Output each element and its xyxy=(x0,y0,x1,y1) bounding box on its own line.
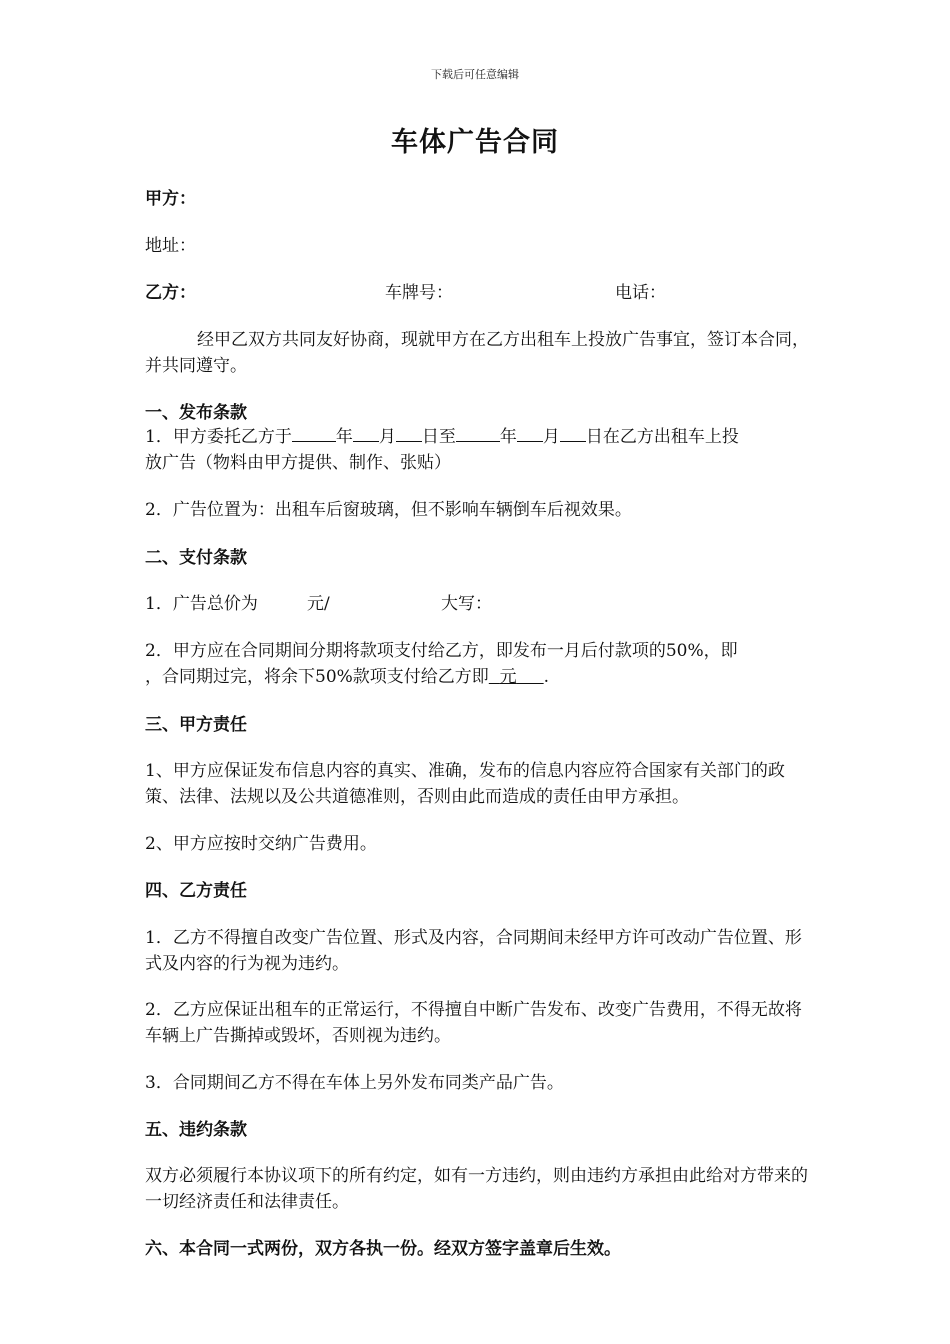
section-4-item-2: 2．乙方应保证出租车的正常运行，不得擅自中断广告发布、改变广告费用，不得无故将车辆上广告撕掉或毁坏，否则视为违约。 xyxy=(145,1000,802,1046)
phone-label: 电话： xyxy=(615,283,666,303)
page-title: 车体广告合同 xyxy=(391,127,559,158)
party-b-label: 乙方： xyxy=(145,283,196,303)
plate-label: 车牌号： xyxy=(385,283,453,303)
section-5-heading: 五、违约条款 xyxy=(145,1120,247,1140)
header-note: 下载后可任意编辑 xyxy=(431,68,519,81)
section-2-item-2-line-1: 2．甲方应在合同期间分期将款项支付给乙方，即发布一月后付款项的50%，即 xyxy=(145,641,738,661)
party-a-label: 甲方： xyxy=(145,189,196,209)
section-3-item-2: 2、甲方应按时交纳广告费用。 xyxy=(145,834,377,854)
intro-paragraph: 经甲乙双方共同友好协商，现就甲方在乙方出租车上投放广告事宜，签订本合同，并共同遵守。 xyxy=(145,330,809,376)
section-2-item-1: 1．广告总价为 元/ 大写： xyxy=(145,594,492,614)
section-1-item-1-line-2: 放广告（物料由甲方提供、制作、张贴） xyxy=(145,453,451,473)
section-2-heading: 二、支付条款 xyxy=(145,548,247,568)
section-3-item-1: 1、甲方应保证发布信息内容的真实、准确，发布的信息内容应符合国家有关部门的政策、法律、法规以及公共道德准则，否则由此而造成的责任由甲方承担。 xyxy=(145,761,785,807)
address-label: 地址： xyxy=(145,236,196,256)
section-6-heading: 六、本合同一式两份，双方各执一份。经双方签字盖章后生效。 xyxy=(145,1239,621,1259)
section-5-item-1: 双方必须履行本协议项下的所有约定，如有一方违约，则由违约方承担由此给对方带来的一切经济责任和法律责任。 xyxy=(145,1166,808,1212)
section-4-item-3: 3．合同期间乙方不得在车体上另外发布同类产品广告。 xyxy=(145,1073,564,1093)
party-b-row xyxy=(145,280,810,306)
section-2-item-2-line-2: ，合同期过完，将余下50%款项支付给乙方即 元 . xyxy=(145,667,550,687)
section-1-heading: 一、发布条款 xyxy=(145,403,247,423)
section-1-item-1: 1．甲方委托乙方于 年 月 日至 年 月 日在乙方出租车上投 xyxy=(145,424,810,450)
section-1-item-2: 2．广告位置为：出租车后窗玻璃，但不影响车辆倒车后视效果。 xyxy=(145,500,632,520)
section-4-item-1: 1．乙方不得擅自改变广告位置、形式及内容，合同期间未经甲方许可改动广告位置、形式及内容的行为视为违约。 xyxy=(145,928,802,974)
section-3-heading: 三、甲方责任 xyxy=(145,715,247,735)
section-4-heading: 四、乙方责任 xyxy=(145,881,247,901)
